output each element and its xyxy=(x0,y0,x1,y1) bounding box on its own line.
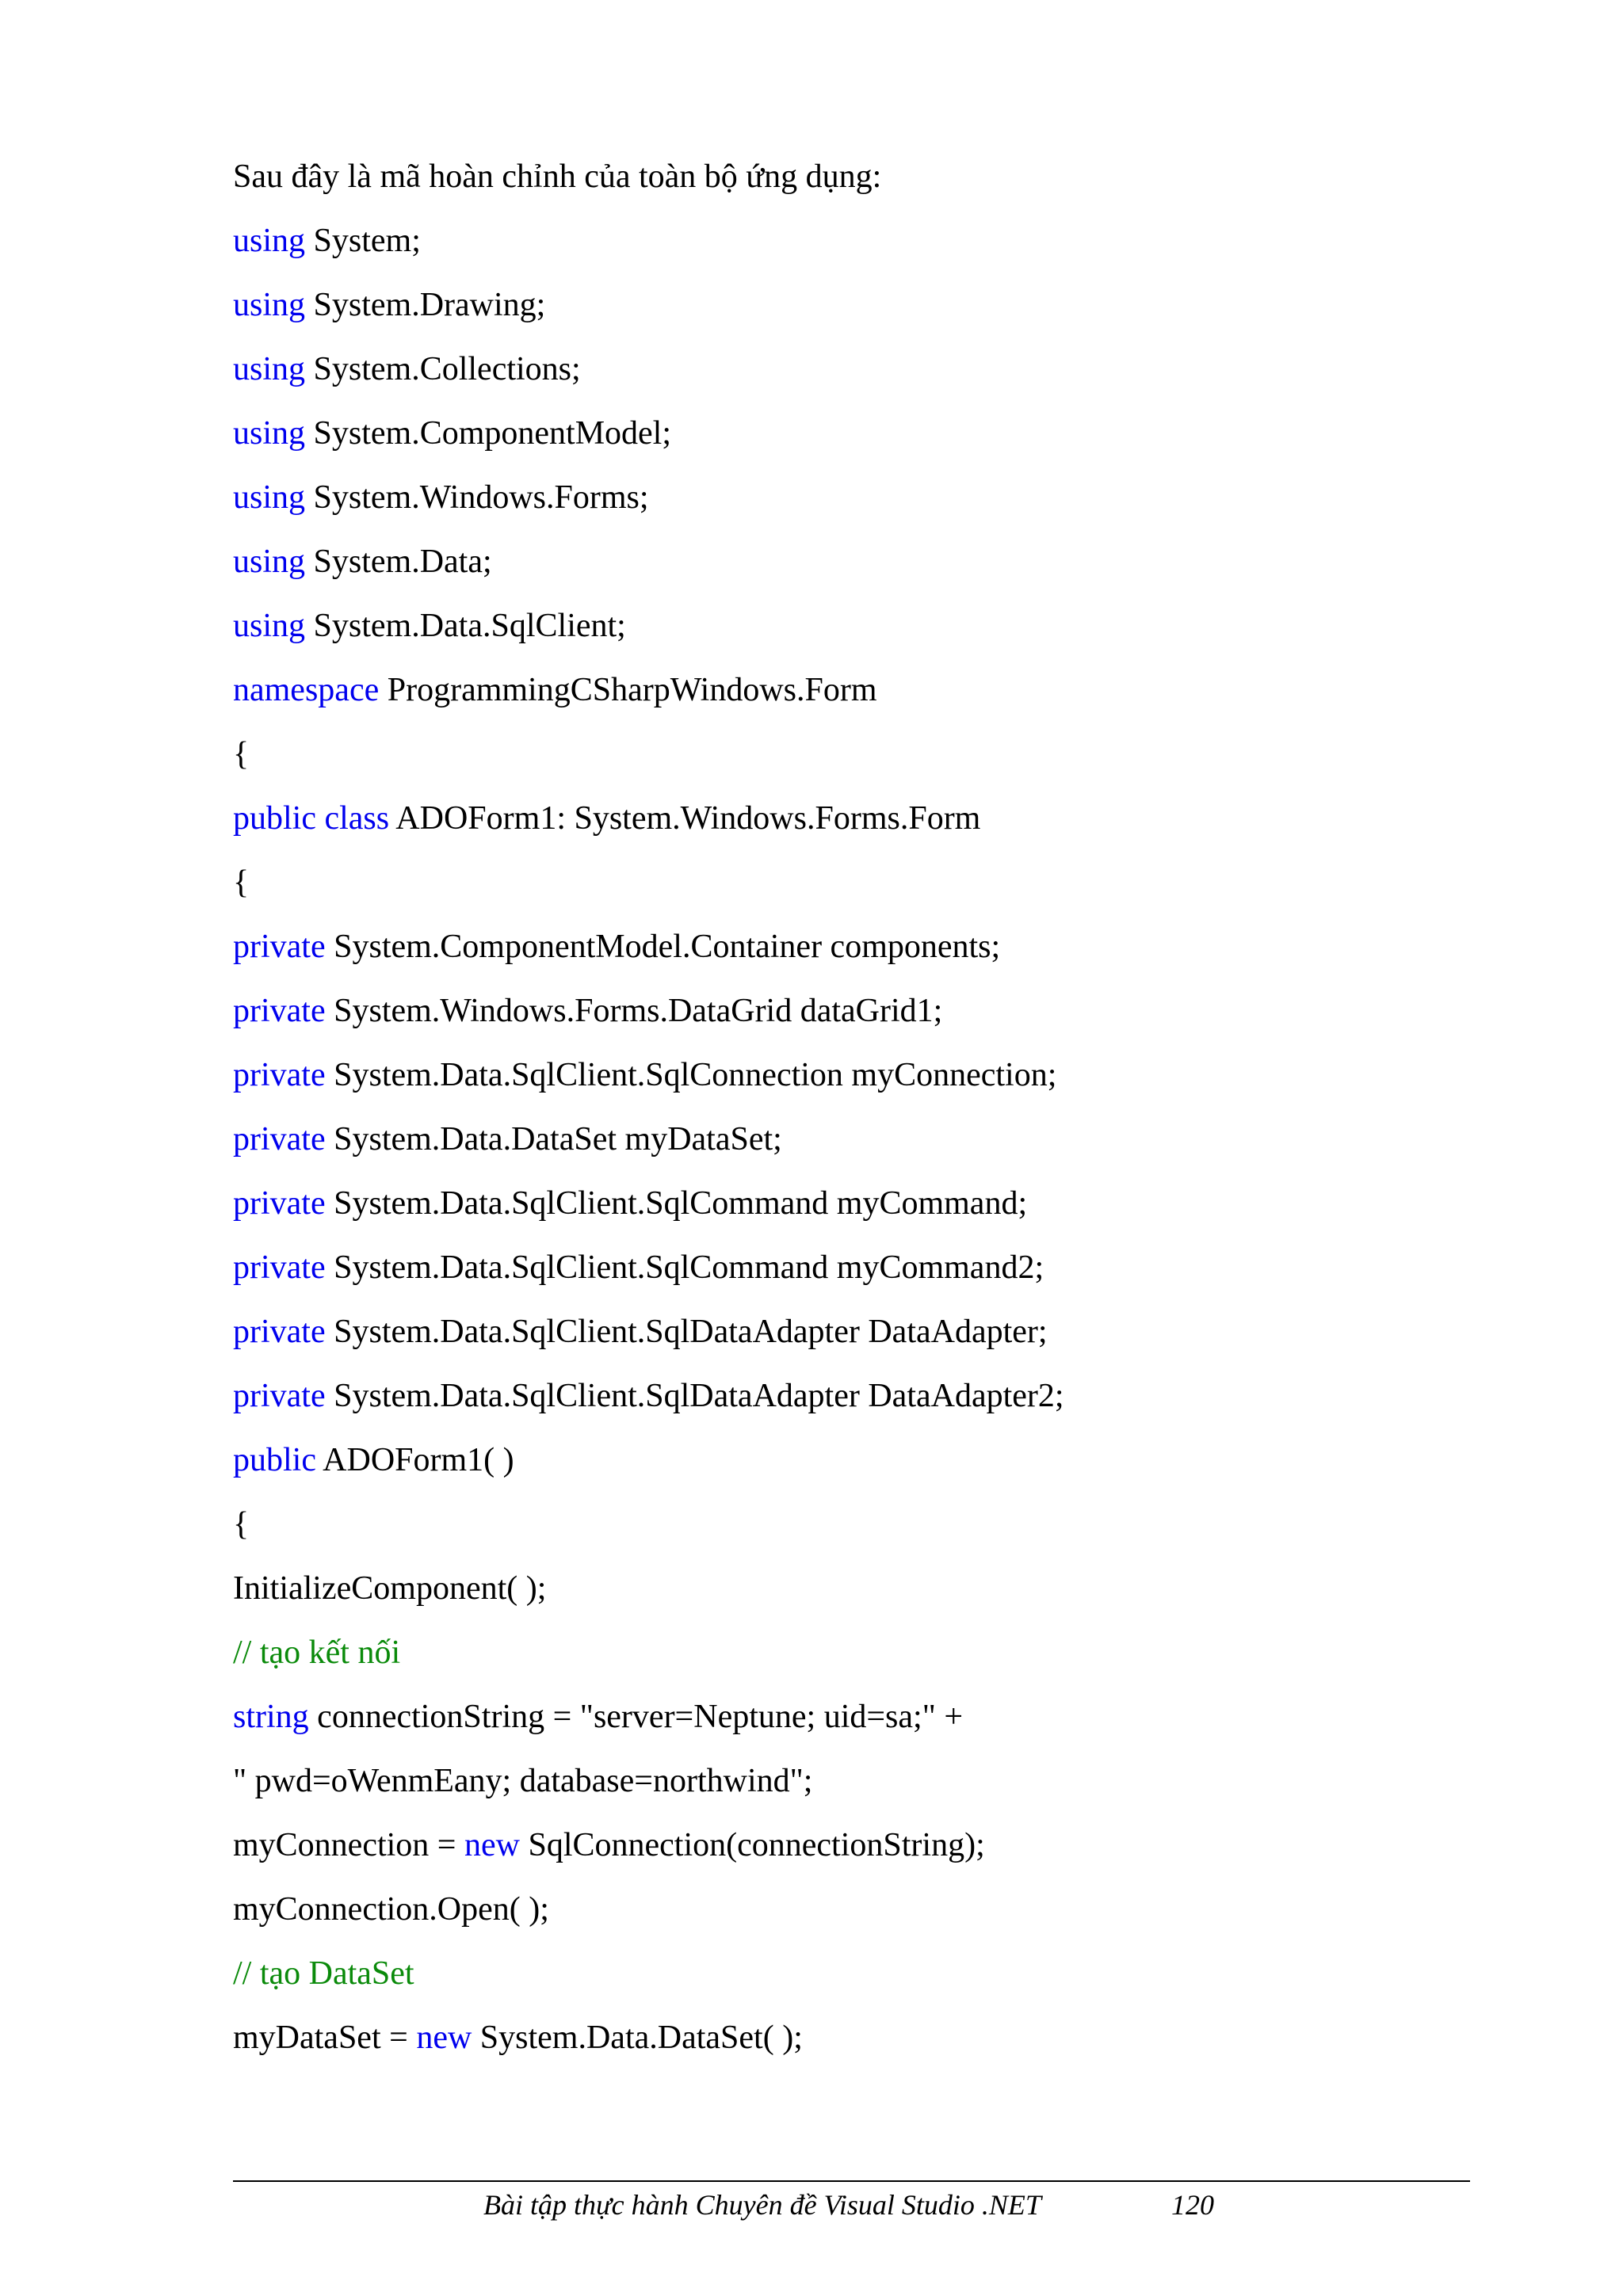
code-block xyxy=(233,215,1469,2076)
code-text: ADOForm1( ) xyxy=(315,1442,514,1478)
code-keyword: using xyxy=(233,608,306,644)
code-line xyxy=(233,1049,1469,1113)
code-line xyxy=(233,985,1469,1049)
code-text: System.ComponentModel.Container components; xyxy=(325,929,1001,965)
code-text: myConnection.Open( ); xyxy=(233,1891,549,1928)
code-line xyxy=(233,728,1469,792)
code-text: ProgrammingCSharpWindows.Form xyxy=(379,672,877,708)
code-line xyxy=(233,215,1469,279)
code-line xyxy=(233,2012,1469,2076)
code-line xyxy=(233,1241,1469,1306)
code-text: myConnection = xyxy=(233,1827,464,1863)
code-text: { xyxy=(233,1506,250,1543)
code-text: System.Data.DataSet( ); xyxy=(472,2019,803,2056)
code-line xyxy=(233,1691,1469,1755)
code-keyword: private xyxy=(233,993,326,1029)
code-keyword: using xyxy=(233,351,306,387)
code-line xyxy=(233,856,1469,921)
code-text: " pwd=oWenmEany; database=northwind"; xyxy=(233,1763,813,1799)
code-line xyxy=(233,1306,1469,1370)
code-line xyxy=(233,1562,1469,1627)
code-keyword: new xyxy=(416,2019,472,2056)
code-keyword: public class xyxy=(233,800,390,837)
page-content xyxy=(233,151,1469,2076)
code-keyword: string xyxy=(233,1699,309,1735)
code-text: System.Data.SqlClient.SqlDataAdapter DataAdapter; xyxy=(325,1314,1048,1350)
code-keyword: private xyxy=(233,929,326,965)
code-line xyxy=(233,1819,1469,1883)
code-keyword: private xyxy=(233,1378,326,1414)
code-text: System.Data.DataSet myDataSet; xyxy=(325,1121,782,1158)
code-keyword: using xyxy=(233,223,306,259)
code-text: InitializeComponent( ); xyxy=(233,1570,547,1607)
code-line xyxy=(233,1434,1469,1498)
code-keyword: private xyxy=(233,1249,326,1286)
code-keyword: private xyxy=(233,1121,326,1158)
code-line xyxy=(233,921,1469,985)
code-line xyxy=(233,343,1469,407)
code-text: System.Data.SqlClient; xyxy=(305,608,626,644)
code-text: { xyxy=(233,736,250,772)
code-text: connectionString = "server=Neptune; uid=sa;" + xyxy=(308,1699,964,1735)
code-comment: // tạo kết nối xyxy=(233,1634,401,1671)
code-keyword: new xyxy=(464,1827,520,1863)
code-text: System.Collections; xyxy=(305,351,581,387)
code-line xyxy=(233,1947,1469,2012)
page-number: 120 xyxy=(1171,2189,1214,2221)
code-keyword: private xyxy=(233,1185,326,1222)
code-text: System.Windows.Forms.DataGrid dataGrid1; xyxy=(325,993,943,1029)
code-keyword: using xyxy=(233,543,306,580)
code-text: SqlConnection(connectionString); xyxy=(519,1827,985,1863)
code-keyword: using xyxy=(233,287,306,323)
code-text: System.Windows.Forms; xyxy=(305,479,649,516)
code-text: System.Drawing; xyxy=(305,287,546,323)
code-line xyxy=(233,1883,1469,1947)
code-line xyxy=(233,1627,1469,1691)
code-text: ADOForm1: System.Windows.Forms.Form xyxy=(389,800,981,837)
code-keyword: private xyxy=(233,1314,326,1350)
code-line xyxy=(233,1755,1469,1819)
code-text: System.Data.SqlClient.SqlConnection myConnection; xyxy=(325,1057,1057,1093)
code-line xyxy=(233,407,1469,471)
code-text: myDataSet = xyxy=(233,2019,417,2056)
code-text: System.Data.SqlClient.SqlCommand myCommand; xyxy=(325,1185,1028,1222)
code-text: System.ComponentModel; xyxy=(305,415,672,452)
code-line xyxy=(233,1498,1469,1562)
code-text: { xyxy=(233,864,250,901)
code-text: System.Data.SqlClient.SqlDataAdapter DataAdapter2; xyxy=(325,1378,1064,1414)
code-keyword: using xyxy=(233,479,306,516)
footer-title: Bài tập thực hành Chuyên đề Visual Studio .NET xyxy=(483,2189,1041,2221)
code-line xyxy=(233,1113,1469,1177)
code-text: System.Data.SqlClient.SqlCommand myCommand2; xyxy=(325,1249,1044,1286)
code-line xyxy=(233,279,1469,343)
intro-text: Sau đây là mã hoàn chỉnh của toàn bộ ứng dụng: xyxy=(233,158,882,195)
code-keyword: public xyxy=(233,1442,316,1478)
code-line xyxy=(233,664,1469,728)
code-text: System; xyxy=(305,223,421,259)
code-line xyxy=(233,536,1469,600)
code-comment: // tạo DataSet xyxy=(233,1955,414,1992)
code-line xyxy=(233,1370,1469,1434)
code-keyword: private xyxy=(233,1057,326,1093)
footer-divider xyxy=(233,2180,1470,2182)
code-line xyxy=(233,600,1469,664)
code-keyword: using xyxy=(233,415,306,452)
code-line xyxy=(233,471,1469,536)
code-keyword: namespace xyxy=(233,672,380,708)
code-line xyxy=(233,1177,1469,1241)
code-text: System.Data; xyxy=(305,543,492,580)
code-line xyxy=(233,792,1469,856)
